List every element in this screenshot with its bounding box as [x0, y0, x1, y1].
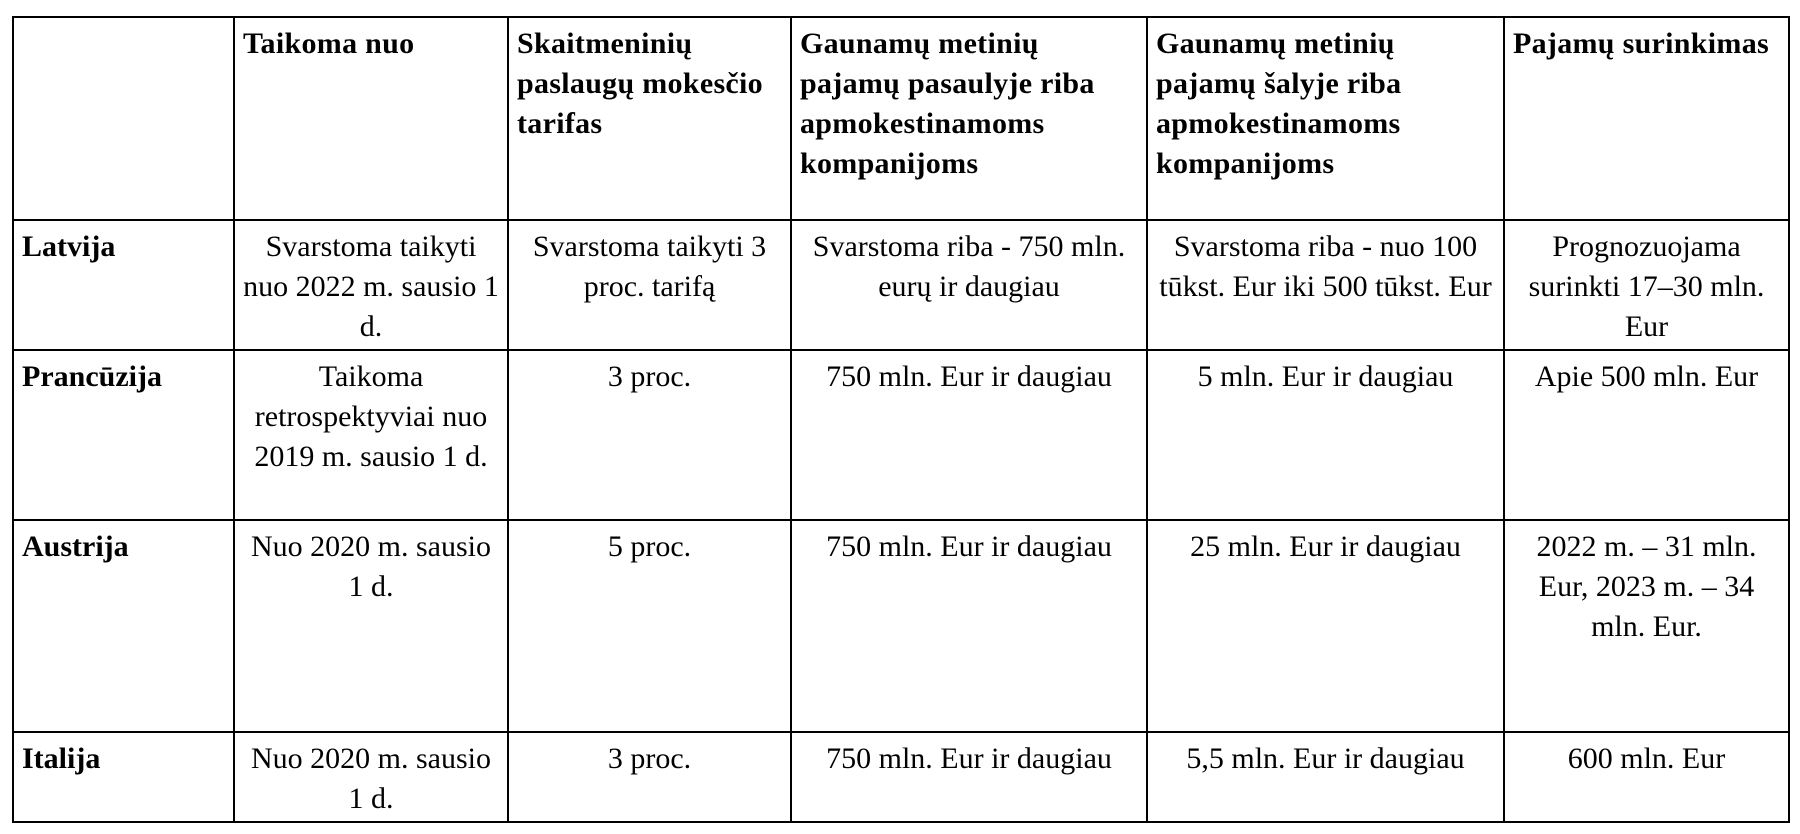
row-applied-from: Nuo 2020 m. sausio 1 d. — [234, 732, 508, 822]
row-revenue: Prognozuojama surinkti 17–30 mln. Eur — [1504, 220, 1789, 350]
row-domestic-threshold: Svarstoma riba - nuo 100 tūkst. Eur iki 500 tūkst. Eur — [1147, 220, 1504, 350]
header-global-threshold: Gaunamų metinių pajamų pasaulyje riba apmokestinamoms kompanijoms — [791, 17, 1147, 220]
header-country — [13, 17, 234, 220]
row-global-threshold: 750 mln. Eur ir daugiau — [791, 732, 1147, 822]
row-country: Prancūzija — [13, 350, 234, 520]
table-row — [13, 350, 1789, 520]
row-domestic-threshold: 5,5 mln. Eur ir daugiau — [1147, 732, 1504, 822]
row-country: Latvija — [13, 220, 234, 350]
digital-services-tax-table — [12, 16, 1790, 823]
header-domestic-threshold: Gaunamų metinių pajamų šalyje riba apmokestinamoms kompanijoms — [1147, 17, 1504, 220]
row-tax-rate: 5 proc. — [508, 520, 791, 732]
row-revenue: Apie 500 mln. Eur — [1504, 350, 1789, 520]
row-applied-from: Svarstoma taikyti nuo 2022 m. sausio 1 d. — [234, 220, 508, 350]
row-tax-rate: 3 proc. — [508, 350, 791, 520]
row-domestic-threshold: 25 mln. Eur ir daugiau — [1147, 520, 1504, 732]
table-row — [13, 732, 1789, 822]
row-tax-rate: Svarstoma taikyti 3 proc. tarifą — [508, 220, 791, 350]
header-tax-rate: Skaitmeninių paslaugų mokesčio tarifas — [508, 17, 791, 220]
row-tax-rate: 3 proc. — [508, 732, 791, 822]
row-global-threshold: Svarstoma riba - 750 mln. eurų ir daugiau — [791, 220, 1147, 350]
table-row — [13, 520, 1789, 732]
row-revenue: 2022 m. – 31 mln. Eur, 2023 m. – 34 mln. Eur. — [1504, 520, 1789, 732]
row-global-threshold: 750 mln. Eur ir daugiau — [791, 350, 1147, 520]
row-applied-from: Nuo 2020 m. sausio 1 d. — [234, 520, 508, 732]
header-revenue: Pajamų surinkimas — [1504, 17, 1789, 220]
row-applied-from: Taikoma retrospektyviai nuo 2019 m. sausio 1 d. — [234, 350, 508, 520]
row-domestic-threshold: 5 mln. Eur ir daugiau — [1147, 350, 1504, 520]
header-applied-from: Taikoma nuo — [234, 17, 508, 220]
table-header-row — [13, 17, 1789, 220]
table-row — [13, 220, 1789, 350]
row-country: Italija — [13, 732, 234, 822]
row-global-threshold: 750 mln. Eur ir daugiau — [791, 520, 1147, 732]
row-country: Austrija — [13, 520, 234, 732]
row-revenue: 600 mln. Eur — [1504, 732, 1789, 822]
